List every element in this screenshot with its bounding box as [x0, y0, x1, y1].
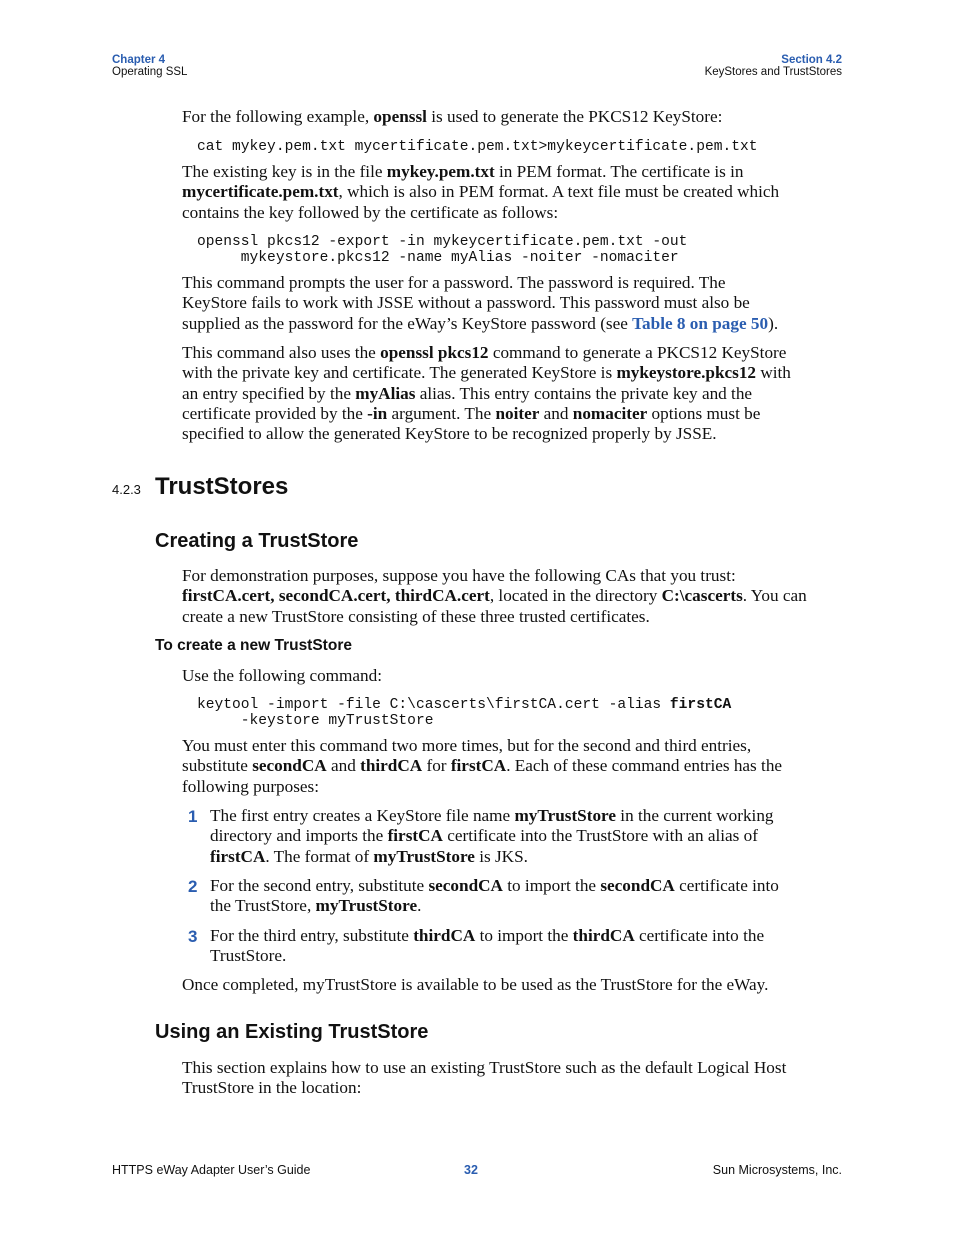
- list-item-2: For the second entry, substitute secondCA to import the secondCA certificate into the TrustStore, myTrustStore.: [210, 876, 779, 916]
- list-number-3: 3: [188, 927, 198, 946]
- section-title: KeyStores and TrustStores: [704, 66, 842, 78]
- list-item-1: The first entry creates a KeyStore file name myTrustStore in the current working directory and imports the firstCA certificate into the TrustStore with an alias of firstCA. The format of myTrustStore is JKS.: [210, 806, 774, 866]
- intro-paragraph-3: This command prompts the user for a password. The password is required. The KeyStore fails to work with JSSE without a password. This password must also be supplied as the password for the eWay’s KeyStore password (see Table 8 on page 50).: [182, 273, 779, 333]
- existing-truststore-heading: Using an Existing TrustStore: [155, 1021, 429, 1043]
- section-heading: TrustStores: [155, 473, 289, 500]
- creating-paragraph-2: Use the following command:: [182, 666, 383, 685]
- intro-paragraph-2: The existing key is in the file mykey.pem.txt in PEM format. The certificate is in mycertificate.pem.txt, which is also in PEM format. A text file must be created which contains the key followed by the certificate as follows:: [182, 162, 780, 222]
- chapter-label: Chapter 4: [112, 54, 166, 66]
- list-number-2: 2: [188, 877, 198, 896]
- list-item-3: For the third entry, substitute thirdCA to import the thirdCA certificate into the TrustStore.: [210, 926, 765, 966]
- code-block-cat: cat mykey.pem.txt mycertificate.pem.txt>mykeycertificate.pem.txt: [197, 139, 758, 155]
- creating-paragraph-3: You must enter this command two more times, but for the second and third entries, substitute secondCA and thirdCA for firstCA. Each of these command entries has the following purposes:: [182, 736, 783, 796]
- footer-company: Sun Microsystems, Inc.: [712, 1163, 842, 1177]
- table-8-link[interactable]: Table 8 on page 50: [632, 313, 769, 333]
- chapter-title: Operating SSL: [112, 66, 188, 78]
- existing-paragraph-1: This section explains how to use an existing TrustStore such as the default Logical Host TrustStore in the location:: [182, 1058, 787, 1098]
- code-block-openssl: openssl pkcs12 -export -in mykeycertificate.pem.txt -out mykeystore.pkcs12 -name myAlias -noiter -nomaciter: [197, 234, 688, 266]
- procedure-heading: To create a new TrustStore: [155, 637, 352, 654]
- creating-paragraph-4: Once completed, myTrustStore is available to be used as the TrustStore for the eWay.: [182, 975, 769, 994]
- creating-paragraph-1: For demonstration purposes, suppose you have the following CAs that you trust: firstCA.cert, secondCA.cert, thirdCA.cert, located in the directory C:\cascerts. You can create a new TrustStore consisting of these three trusted certificates.: [182, 566, 807, 626]
- intro-paragraph-4: This command also uses the openssl pkcs12 command to generate a PKCS12 KeyStore with the private key and certificate. The generated KeyStore is mykeystore.pkcs12 with an entry specified by the myAlias alias. This entry contains the private key and the certificate provided by the -in argument. The noiter and nomaciter options must be specified to allow the generated KeyStore to be recognized properly by JSSE.: [182, 343, 791, 444]
- section-number: 4.2.3: [112, 482, 141, 497]
- creating-truststore-heading: Creating a TrustStore: [155, 530, 359, 552]
- page-number: 32: [464, 1163, 478, 1177]
- section-label: Section 4.2: [781, 54, 842, 66]
- list-number-1: 1: [188, 807, 198, 826]
- intro-paragraph-1: For the following example, openssl is used to generate the PKCS12 KeyStore:: [182, 107, 723, 126]
- code-block-keytool: keytool -import -file C:\cascerts\firstCA.cert -alias firstCA -keystore myTrustStore: [197, 697, 732, 729]
- footer-guide-title: HTTPS eWay Adapter User’s Guide: [112, 1163, 311, 1177]
